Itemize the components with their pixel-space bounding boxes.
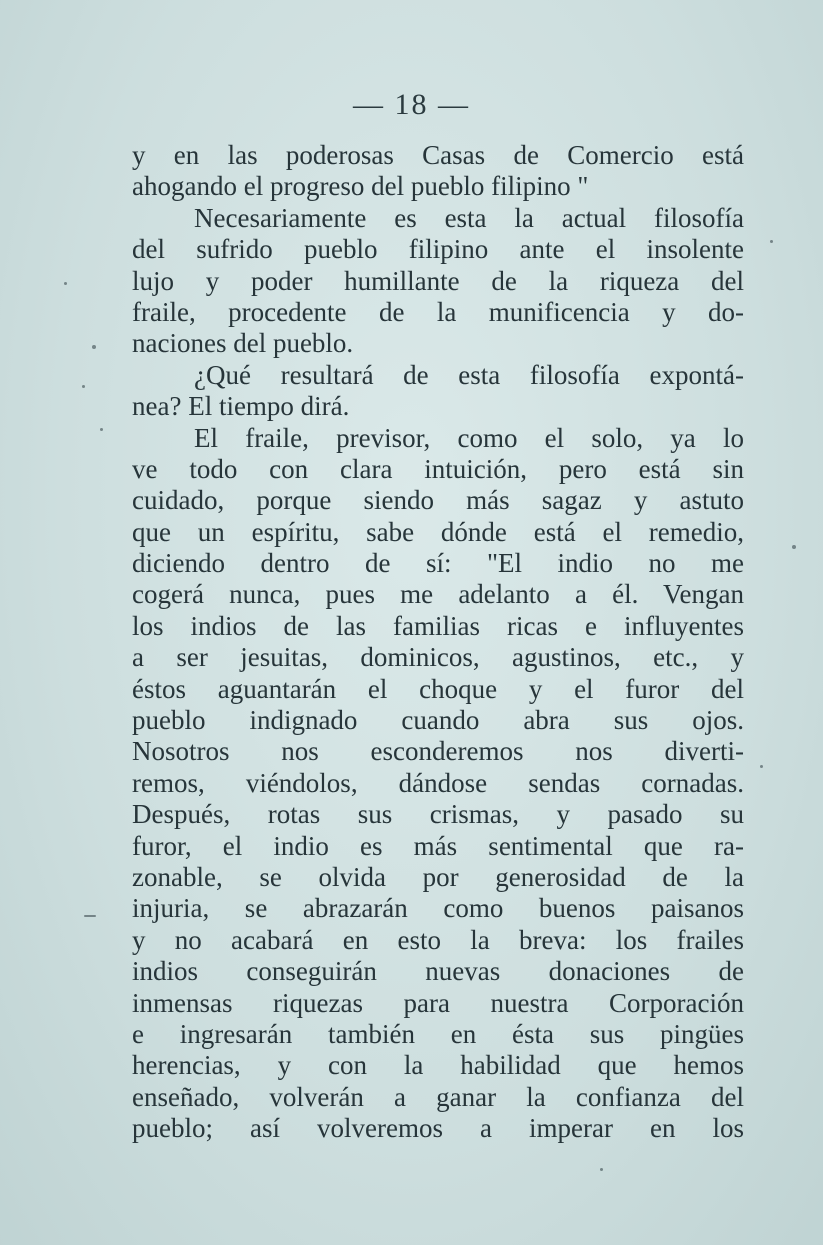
text-line: ¿Qué resultará de esta filosofía expontá- [194,359,744,390]
text-line: los indios de las familias ricas e influyentes [132,610,744,641]
paper-speck [82,385,85,388]
text-line: lujo y poder humillante de la riqueza del [132,265,744,296]
paper-speck [600,1168,603,1171]
text-line: éstos aguantarán el choque y el furor del [132,673,744,704]
paper-speck [770,240,773,243]
text-line: indios conseguirán nuevas donaciones de [132,956,744,987]
text-line: naciones del pueblo. [132,328,354,359]
text-line: Después, rotas sus crismas, y pasado su [132,799,744,830]
text-line: pueblo indignado cuando abra sus ojos. [132,705,744,736]
text-line: a ser jesuitas, dominicos, agustinos, etc., y [132,642,744,673]
text-line: ve todo con clara intuición, pero está sin [132,453,744,484]
text-line: enseñado, volverán a ganar la confianza del [132,1081,744,1112]
text-line: furor, el indio es más sentimental que ra- [132,830,744,861]
page-number: — 18 — [353,88,470,121]
text-line: cogerá nunca, pues me adelanto a él. Vengan [132,579,744,610]
text-line: remos, viéndolos, dándose sendas cornadas. [132,767,744,798]
text-line: y en las poderosas Casas de Comercio está [132,140,744,170]
paper-speck [100,428,103,431]
text-line: El fraile, previsor, como el solo, ya lo [194,422,744,453]
paper-speck [64,282,67,285]
paper-speck [760,765,763,768]
text-line: diciendo dentro de sí: "El indio no me [132,548,744,579]
paper-speck [92,345,96,349]
body-text [132,140,744,1145]
text-line: que un espíritu, sabe dónde está el remedio, [132,516,744,547]
text-line: cuidado, porque siendo más sagaz y astuto [132,485,744,516]
text-line: inmensas riquezas para nuestra Corporación [132,987,744,1018]
text-line: pueblo; así volveremos a imperar en los [132,1113,744,1144]
text-line: ahogando el progreso del pueblo filipino " [132,171,589,202]
text-line: zonable, se olvida por generosidad de la [132,861,744,892]
text-line: y no acabará en esto la breva: los frailes [132,924,744,955]
text-line: fraile, procedente de la munificencia y do- [132,296,744,327]
text-line: nea? El tiempo dirá. [132,391,350,422]
paper-speck [84,915,96,917]
text-line: Necesariamente es esta la actual filosofía [194,202,744,233]
text-line: Nosotros nos esconderemos nos diverti- [132,736,744,767]
paper-speck [792,545,796,549]
text-line: injuria, se abrazarán como buenos paisanos [132,893,744,924]
text-line: del sufrido pueblo filipino ante el insolente [132,234,744,265]
text-line: herencias, y con la habilidad que hemos [132,1050,744,1081]
text-line: e ingresarán también en ésta sus pingües [132,1018,744,1049]
